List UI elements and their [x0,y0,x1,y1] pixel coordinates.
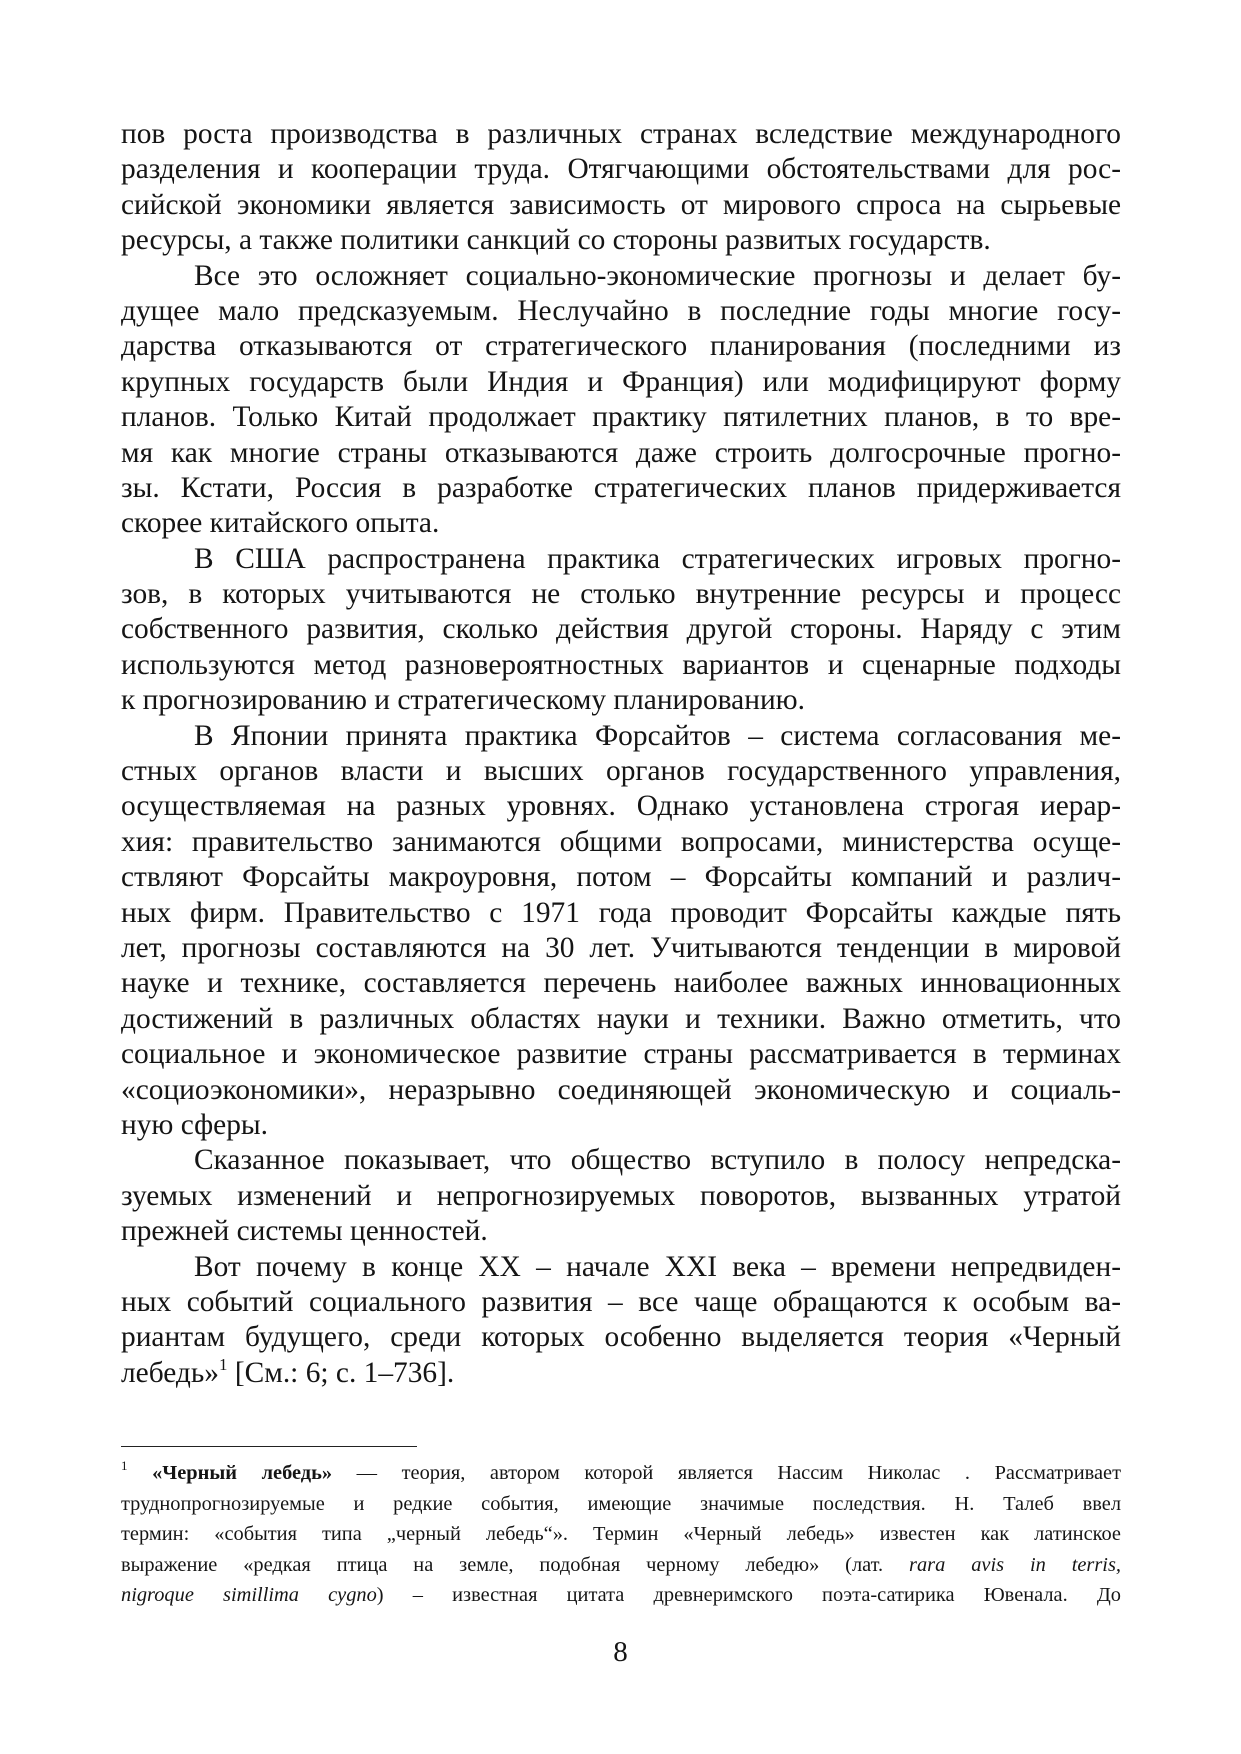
text-line: Все это осложняет социально-экономические прогнозы и делает бу- [194,259,1121,292]
footnote-term: «Черный лебедь» [152,1462,333,1484]
footnote-text: выражение «редкая птица на земле, подобная черному лебедю» (лат. [121,1553,910,1576]
text-line: собственного развития, сколько действия другой стороны. Наряду с этим [121,613,1121,646]
footnote-mark: 1 [121,1458,128,1473]
text-line: зы. Кстати, Россия в разработке стратегических планов придерживается [121,471,1121,504]
footnote-line [121,1580,1121,1611]
footnote-separator [121,1446,417,1447]
text-line: В Японии принята практика Форсайтов – система согласования ме- [194,719,1121,752]
text-line: используются метод разновероятностных вариантов и сценарные подходы [121,648,1121,681]
text-line: науке и технике, составляется перечень наиболее важных инновационных [121,967,1121,1000]
footnote-line [121,1458,1121,1489]
text-line: мя как многие страны отказываются даже строить долгосрочные прогно- [121,436,1121,469]
text-line: риантам будущего, среди которых особенно выделяется теория «Черный [121,1321,1121,1354]
footnote [121,1458,1121,1611]
text-line: Вот почему в конце XX – начале XXI века – времени непредвиден- [194,1250,1121,1283]
text-line: хия: правительство занимаются общими вопросами, министерства осуще- [121,825,1121,858]
main-text [121,117,1121,1391]
text-line: ных событий социального развития – все чаще обращаются к особым ва- [121,1285,1121,1318]
text-line: лет, прогнозы составляются на 30 лет. Учитываются тенденции в мировой [121,931,1121,964]
latin-quote: rara avis in terris, [909,1553,1121,1576]
text-line: осуществляемая на разных уровнях. Однако установлена строгая иерар- [121,790,1121,823]
text-line: дущее мало предсказуемым. Неслучайно в последние годы многие госу- [121,294,1121,327]
text-line: пов роста производства в различных странах вследствие международного [121,118,1121,150]
text-line: скорее китайского опыта. [121,507,440,540]
text-line: ных фирм. Правительство с 1971 года проводит Форсайты каждые пять [121,896,1121,929]
text-line: дарства отказываются от стратегического планирования (последними из [121,330,1121,363]
page-number: 8 [613,1636,628,1668]
text-line: разделения и кооперации труда. Отягчающими обстоятельствами для рос- [121,153,1121,186]
latin-quote: nigroque simillima cygno [121,1584,377,1606]
text-line: зов, в которых учитываются не столько внутренние ресурсы и процесс [121,578,1121,611]
text-line: прежней системы ценностей. [121,1215,488,1248]
text-line: В США распространена практика стратегических игровых прогно- [194,542,1121,575]
text-line: ресурсы, а также политики санкций со стороны развитых государств. [121,224,991,257]
text-line: социальное и экономическое развитие страны рассматривается в терминах [121,1038,1121,1071]
citation: [См.: 6; с. 1–736]. [227,1356,455,1389]
text-line: достижений в различных областях науки и техники. Важно отметить, что [121,1002,1121,1035]
footnote-line: труднопрогнозируемые и редкие события, имеющие значимые последствия. Н. Талеб ввел [121,1492,1121,1515]
text-line: сийской экономики является зависимость от мирового спроса на сырьевые [121,188,1121,221]
text-line: ную сферы. [121,1108,269,1141]
footnote-text: ) – известная цитата древнеримского поэта-сатирика Ювенала. До [376,1584,1121,1606]
text-line: Сказанное показывает, что общество вступило в полосу непредска- [194,1144,1121,1177]
text-line: стных органов власти и высших органов государственного управления, [121,755,1121,788]
text-line: «социоэкономики», неразрывно соединяющей экономическую и социаль- [121,1073,1121,1106]
text-line: крупных государств были Индия и Франция) или модифицируют форму [121,365,1121,398]
text-line: зуемых изменений и непрогнозируемых поворотов, вызванных утратой [121,1179,1121,1212]
footnote-line: термин: «события типа „черный лебедь“». Термин «Черный лебедь» известен как латинское [121,1523,1121,1545]
text-segment: лебедь» [121,1356,219,1389]
footnote-text: — теория, автором которой является Нассим Николас . Рассматривает [332,1462,1121,1484]
text-line: планов. Только Китай продолжает практику пятилетних планов, в то вре- [121,401,1121,434]
text-line: ствляют Форсайты макроуровня, потом – Форсайты компаний и различ- [121,861,1121,894]
text-line [121,1356,1121,1391]
footnote-reference[interactable]: 1 [219,1354,228,1374]
text-line: к прогнозированию и стратегическому планированию. [121,684,805,717]
footnote-line [121,1550,1121,1581]
